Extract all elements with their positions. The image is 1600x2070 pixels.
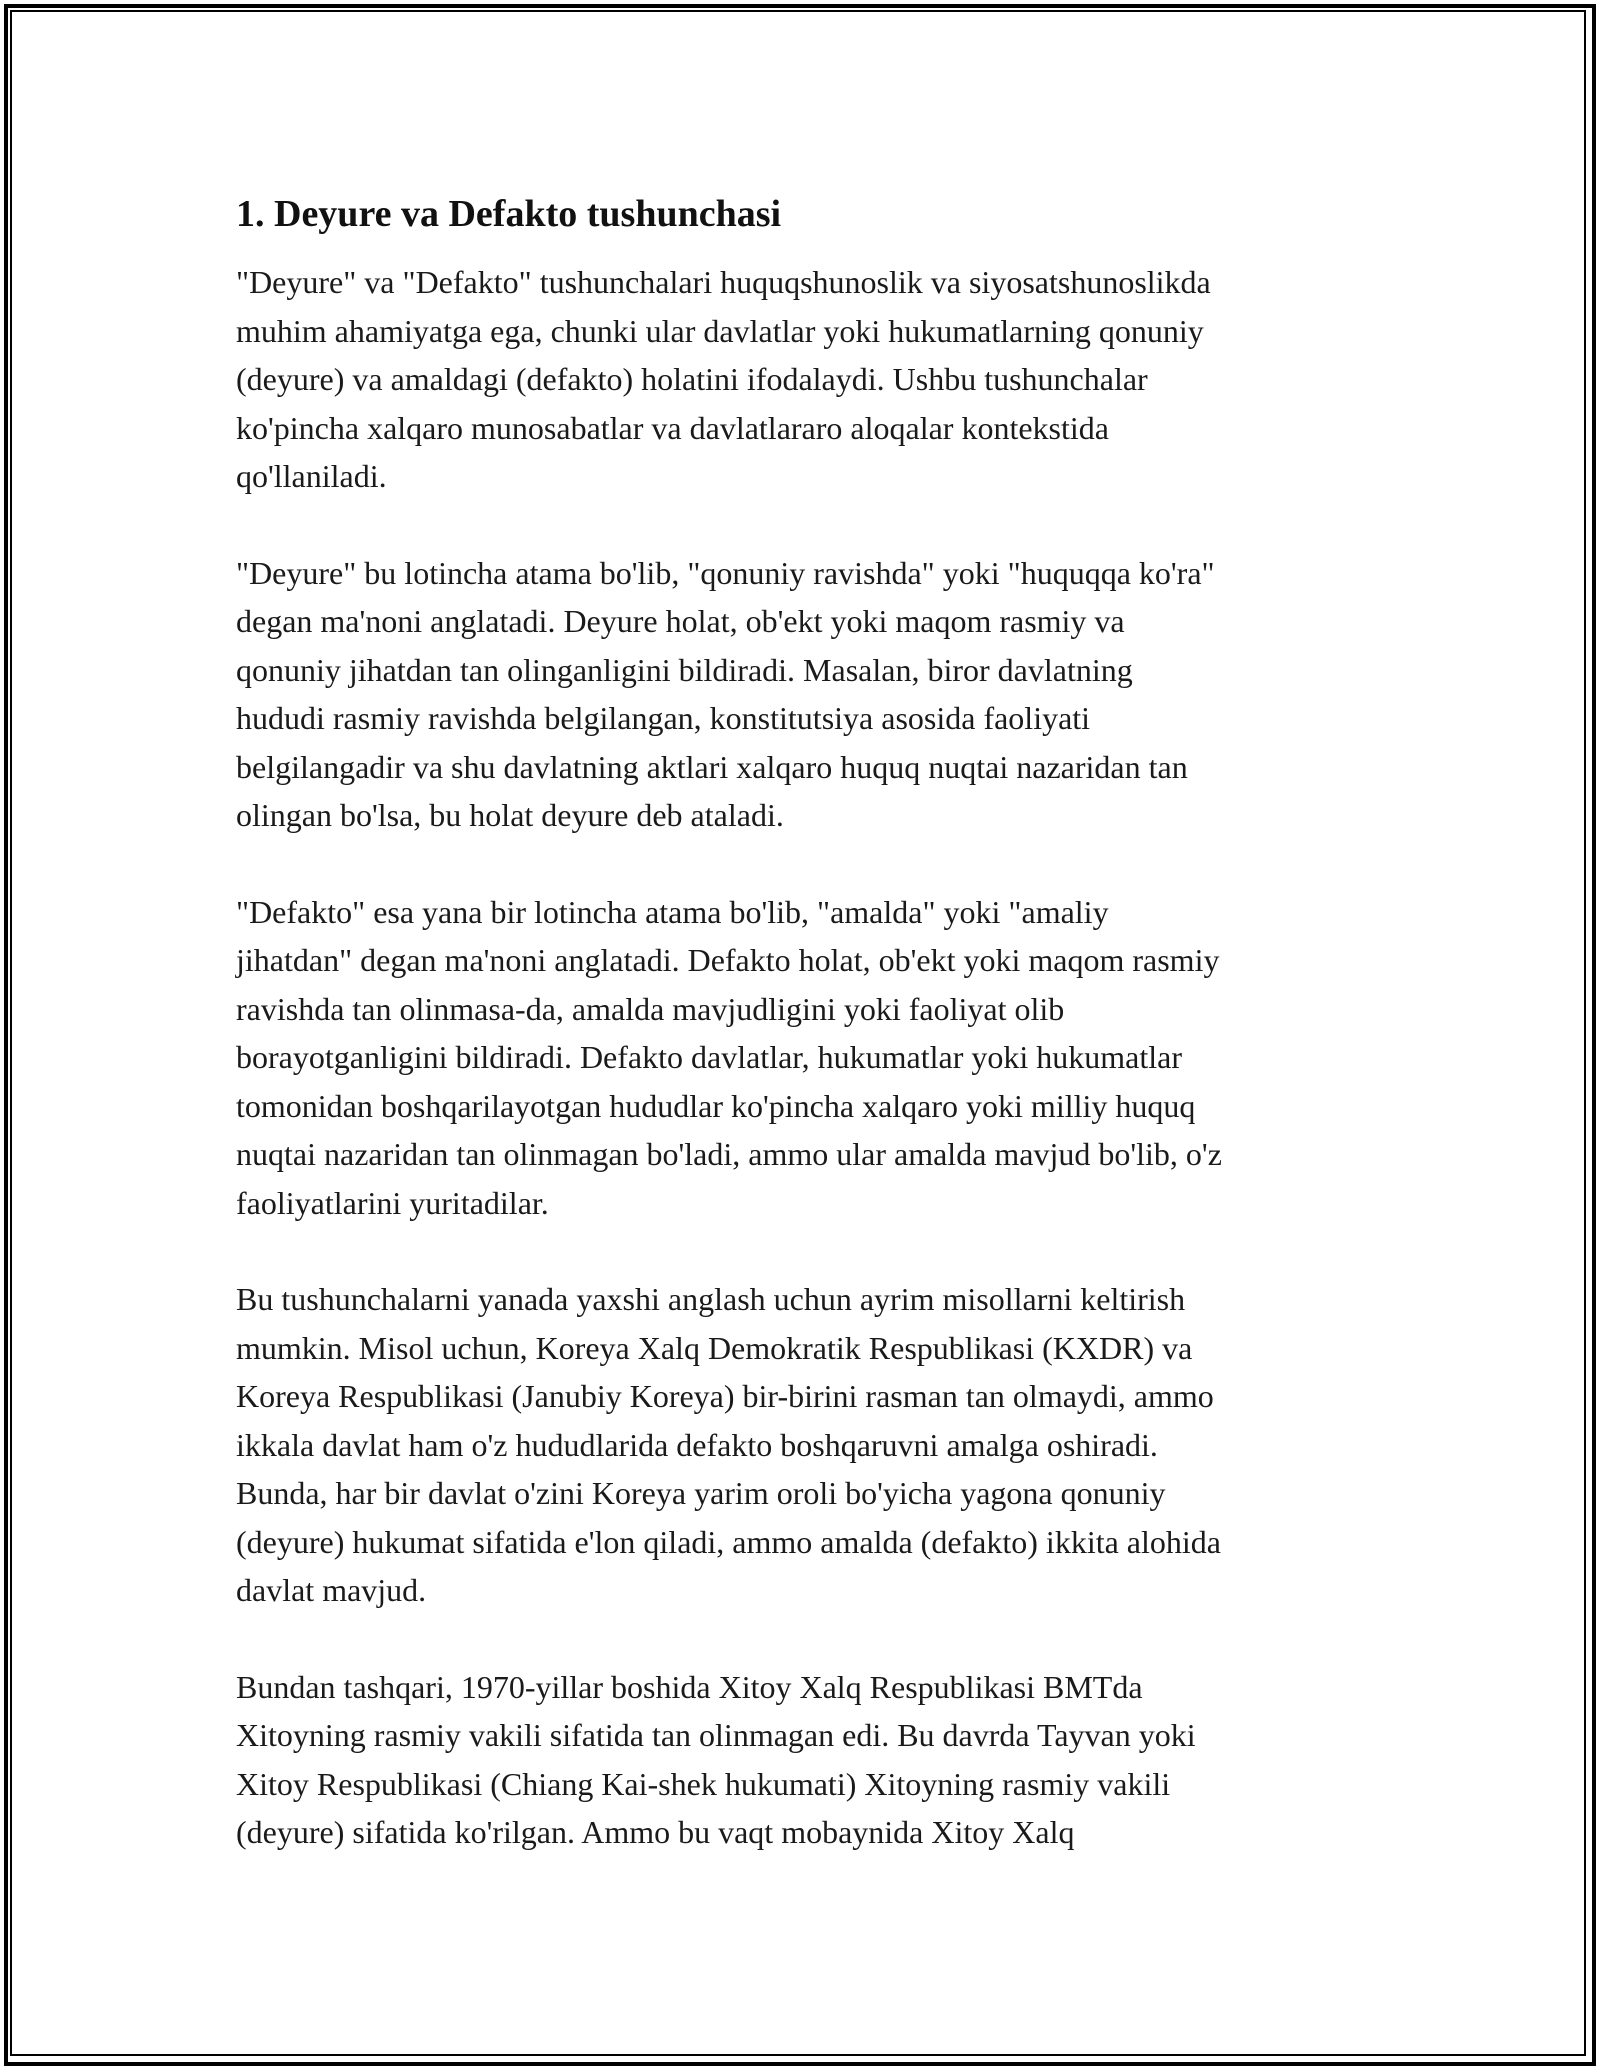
paragraph-china-example: Bundan tashqari, 1970-yillar boshida Xitoy Xalq Respublikasi BMTda Xitoyning rasmiy vakili sifatida tan olinmagan edi. Bu davrda Tayvan yoki Xitoy Respublikasi (Chiang Kai-shek hukumati) Xitoyning rasmiy vakili (deyure) sifatida ko'rilgan. Ammo bu vaqt mobaynida Xitoy Xalq [236,1668,1196,1850]
paragraph-deyure: "Deyure" bu lotincha atama bo'lib, "qonuniy ravishda" yoki "huquqqa ko'ra" degan ma'noni anglatadi. Deyure holat, ob'ekt yoki maqom rasmiy va qonuniy jihatdan tan olinganligini bildiradi. Masalan, biror davlatning hududi rasmiy ravishda belgilangan, konstitutsiya asosida faoliyati belgilangadir va shu davlatning aktlari xalqaro huquq nuqtai nazaridan tan olingan bo'lsa, bu holat deyure deb ataladi. [236,554,1215,833]
document-body [236,190,1376,1905]
paragraph-defakto: "Defakto" esa yana bir lotincha atama bo'lib, "amalda" yoki "amaliy jihatdan" degan ma'noni anglatadi. Defakto holat, ob'ekt yoki maqom rasmiy ravishda tan olinmasa-da, amalda mavjudligini yoki faoliyat olib borayotganligini bildiradi. Defakto davlatlar, hukumatlar yoki hukumatlar tomonidan boshqarilayotgan hududlar ko'pincha xalqaro yoki milliy huquq nuqtai nazaridan tan olinmagan bo'ladi, ammo ular amalda mavjud bo'lib, o'z faoliyatlarini yuritadilar. [236,893,1222,1221]
paragraph-korea-example: Bu tushunchalarni yanada yaxshi anglash uchun ayrim misollarni keltirish mumkin. Misol uchun, Koreya Xalq Demokratik Respublikasi (KXDR) va Koreya Respublikasi (Janubiy Koreya) bir-birini rasman tan olmaydi, ammo ikkala davlat ham o'z hududlarida defakto boshqaruvni amalga oshiradi. Bunda, har bir davlat o'zini Koreya yarim oroli bo'yicha yagona qonuniy (deyure) hukumat sifatida e'lon qiladi, ammo amalda (defakto) ikkita alohida davlat mavjud. [236,1281,1221,1608]
paragraph-intro: "Deyure" va "Defakto" tushunchalari huquqshunoslik va siyosatshunoslikda muhim ahamiyatga ega, chunki ular davlatlar yoki hukumatlarning qonuniy (deyure) va amaldagi (defakto) holatini ifodalaydi. Ushbu tushunchalar ko'pincha xalqaro munosabatlar va davlatlararo aloqalar kontekstida qo'llaniladi. [236,264,1211,494]
page-title: 1. Deyure va Defakto tushunchasi [236,193,782,235]
